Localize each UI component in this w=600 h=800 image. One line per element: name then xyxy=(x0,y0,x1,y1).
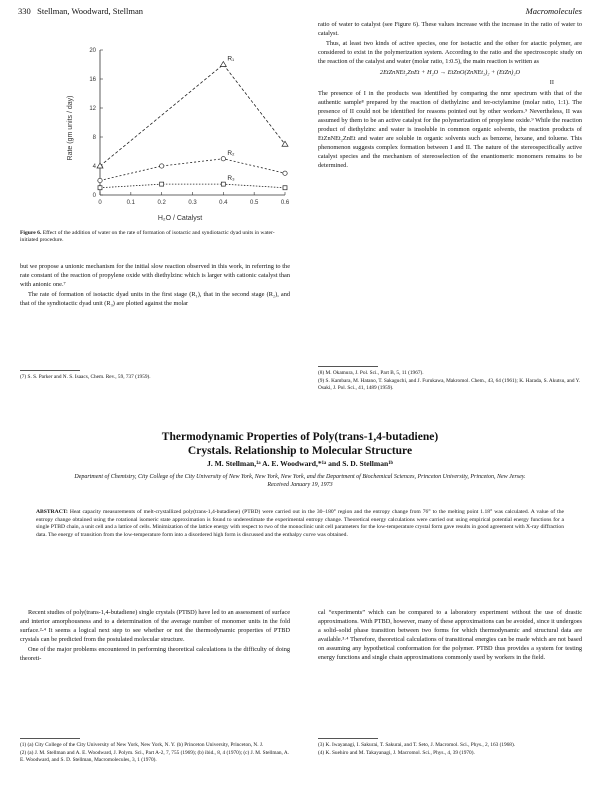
page-number: 330 xyxy=(18,6,31,16)
left-footnote: (7) S. S. Parker and N. S. Isaacs, Chem. Rev., 59, 737 (1959). xyxy=(20,374,151,380)
series-line-2 xyxy=(100,159,285,181)
header-authors: Stellman, Woodward, Stellman xyxy=(37,6,143,16)
body-right-footnotes xyxy=(318,742,582,758)
data-point xyxy=(283,186,287,190)
right-paragraph-3: The presence of I in the products was identified by comparing the nmr spectrum with that of the authentic sample⁸ prepared by the reaction of diethylzinc and ter-octylamine (molar ratio, 1:1). The presence of II could not be identified for reasons pointed out by other workers.⁹ Nevertheless, II was assumed by them to be an active catalyst for the polymerization of propylene oxide.⁹ While the reaction product of diethylzinc and water is insoluble in common organic solvents, the reaction products of EtZnNEt₂ZnEt and water are soluble in organic solvents such as benzene, hexane, and toluene. This phenomenon suggests complex formation between I and II. The nature of the stereospecifically active catalyst species and the mechanism of stereoselection of the enantiomeric monomers remains to be determined. xyxy=(318,89,582,170)
left-column-text xyxy=(20,262,290,309)
figure-6-chart xyxy=(60,40,300,225)
right-column-text xyxy=(318,20,582,172)
series-line-3 xyxy=(100,184,285,188)
chart-y-label: Rate (gm units / day) xyxy=(67,95,74,161)
x-tick-label: 0 xyxy=(98,200,102,206)
body-left-paragraph-2: One of the major problems encountered in performing theoretical calculations is the difficulty of doing theoreti- xyxy=(20,646,290,663)
x-tick-label: 0.4 xyxy=(219,200,228,206)
running-header-left xyxy=(18,6,143,16)
series-label-1: R₁ xyxy=(227,55,235,63)
right-footnote-rule xyxy=(318,366,378,367)
x-tick-label: 0.5 xyxy=(249,200,259,206)
data-point xyxy=(98,186,102,190)
footnote-8: (8) M. Okamura, J. Pol. Sci., Part B, 5, 11 (1967). xyxy=(318,370,424,376)
x-tick-label: 0.3 xyxy=(188,200,197,206)
abstract-label: ABSTRACT: xyxy=(36,509,68,515)
x-tick-label: 0.2 xyxy=(157,200,166,206)
data-point xyxy=(220,62,226,67)
left-paragraph-1: but we propose a unionic mechanism for the initial slow reaction observed in this work, in referring to the rate constant of the reaction of propylene oxide with diethylzinc which is larger with cationic catalyst than with anionic one.⁷ xyxy=(20,263,290,289)
body-left-column xyxy=(20,608,290,665)
footnote-1: (1) (a) City College of the City University of New York, New York, N. Y. (b) Princeton University, Princeton, N. J. xyxy=(20,742,264,748)
figure-caption-text: Effect of the addition of water on the rate of formation of isotactic and syndiotactic dyad units in water-initiated procedure. xyxy=(20,230,275,244)
data-point xyxy=(98,178,102,182)
abstract-text: Heat capacity measurements of melt-crystallized poly(trans-1,4-butadiene) (PTBD) were carried out in the 30–180° region and the entropy change from 76° to the melting point 1.18° was calculated. A value of the entropy change obtained using the rotational isomeric state approximation is found to underestimate the experimental entropy change. Theoretical energy calculations were carried out using empirical potential energy functions for a single PTBD chain, a unit cell and a lattice of cells. Minimization of the lattice energy with respect to two of the monoclinic unit cell parameters for the low-temperature crystal form gave results in good agreement with X-ray diffraction data. The energy of transition from the low-temperature form into a disordered high form is discussed and the enthalpy curve was obtained. xyxy=(36,509,564,538)
body-right-paragraph: cal “experiments” which can be compared to a laboratory experiment without the use of drastic approximations. With PTBD, however, many of these approximations can be avoided, since it undergoes a solid–solid phase transition between two forms for which thermodynamic and structural data are available.³·⁴ Therefore, theoretical calculations of transitional energies can be made which are not based on assuming any hypothetical conformation for the polymer. PTBD thus provides a system for testing energy functions and single chain approximations commonly used by workers in the field. xyxy=(318,609,582,662)
article-title xyxy=(40,430,560,458)
right-paragraph-2: Thus, at least two kinds of active species, one for isotactic and the other for atactic polymer, are considered to exist in the polymerization system. According to the ratio and the spectroscopic study on the reaction of the catalyst and water (molar ratio, 1:0.5), the main reaction is written as xyxy=(318,40,582,66)
series-label-3: R₃ xyxy=(227,175,235,183)
data-point xyxy=(221,157,225,161)
y-tick-label: 20 xyxy=(89,48,96,54)
y-tick-label: 12 xyxy=(89,106,96,112)
body-right-footnote-rule xyxy=(318,738,378,739)
footnote-3: (3) K. Iwayanagi, I. Sakurai, T. Sakurai, and T. Seto, J. Macromol. Sci., Phys., 2, 163 (1968). xyxy=(318,742,516,748)
footnote-9: (9) S. Kambara, M. Hatano, T. Sakaguchi, and J. Furukawa, Makromol. Chem., 43, 64 (1961); K. Harada, S. Akutsu, and Y. Osaki, J. Pol. Sci., 41, 1489 (1959). xyxy=(318,378,581,392)
data-point xyxy=(283,171,287,175)
reaction-equation xyxy=(318,68,582,86)
data-point xyxy=(159,164,163,168)
right-footnotes xyxy=(318,370,582,394)
journal-name: Macromolecules xyxy=(525,6,582,16)
figure-caption xyxy=(20,230,290,245)
chart-x-label: H₂O / Catalyst xyxy=(157,215,203,222)
footnote-2: (2) (a) J. M. Stellman and A. E. Woodward, J. Polym. Sci., Part A-2, 7, 755 (1969); (b) ibid., 8, 4 (1970); (c) J. M. Stellman, A. E. Woodward, and S. D. Stellman, Macromolecules, 3, 1 (1970). xyxy=(20,750,290,764)
body-right-column xyxy=(318,608,582,664)
figure-caption-label: Figure 6. xyxy=(20,230,42,236)
left-footnote-rule xyxy=(20,370,80,371)
x-tick-label: 0.1 xyxy=(126,200,136,206)
article-title-line-2: Crystals. Relationship to Molecular Structure xyxy=(187,445,413,457)
left-paragraph-2: The rate of formation of isotactic dyad units in the first stage (R₁), that in the second stage (R₂), and that of the syndiotactic dyad unit (R₃) are plotted against the molar xyxy=(20,291,290,308)
series-line-1 xyxy=(100,65,285,167)
y-tick-label: 8 xyxy=(92,135,96,141)
body-left-footnote-rule xyxy=(20,738,80,739)
y-tick-label: 16 xyxy=(89,77,96,83)
x-tick-label: 0.6 xyxy=(280,200,290,206)
equation-text: 2EtZnNEt₂ZnEt + H₂O → EtZnO(ZnNEt₂)₂ + (EtZn)₂O xyxy=(379,69,521,77)
equation-tag: II xyxy=(549,78,554,86)
data-point xyxy=(97,163,103,168)
abstract xyxy=(36,509,564,539)
article-authors: J. M. Stellman,¹ᵃ A. E. Woodward,*¹ᵃ and S. D. Stellman¹ᵇ xyxy=(207,459,393,468)
footnote-4: (4) K. Suehiro and M. Takayanagi, J. Macromol. Sci., Phys., 4, 39 (1970). xyxy=(318,750,475,757)
data-point xyxy=(221,182,225,186)
y-tick-label: 0 xyxy=(92,193,96,199)
right-paragraph-1: ratio of water to catalyst (see Figure 6). These values increase with the increase in the ratio of water to catalyst. xyxy=(318,21,582,38)
body-left-footnotes xyxy=(20,742,290,766)
series-label-2: R₂ xyxy=(227,149,235,157)
body-left-paragraph-1: Recent studies of poly(trans-1,4-butadiene) single crystals (PTBD) have led to an assessment of surface and interior amorphousness and to a determination of the average number of monomer units in the fold surface.²‑⁴ It seems a logical next step to see whether or not the thermodynamic properties of PTBD crystals can be predicted from the postulated molecular structure. xyxy=(20,609,290,644)
article-affiliation: Department of Chemistry, City College of the City University of New York, New York, New York, and the Department of Biochemical Sciences, Princeton University, Princeton, New Jersey. Received January 19, 1973 xyxy=(74,474,526,488)
y-tick-label: 4 xyxy=(92,164,96,170)
data-point xyxy=(160,182,164,186)
article-title-line-1: Thermodynamic Properties of Poly(trans-1,4-butadiene) xyxy=(161,431,439,443)
